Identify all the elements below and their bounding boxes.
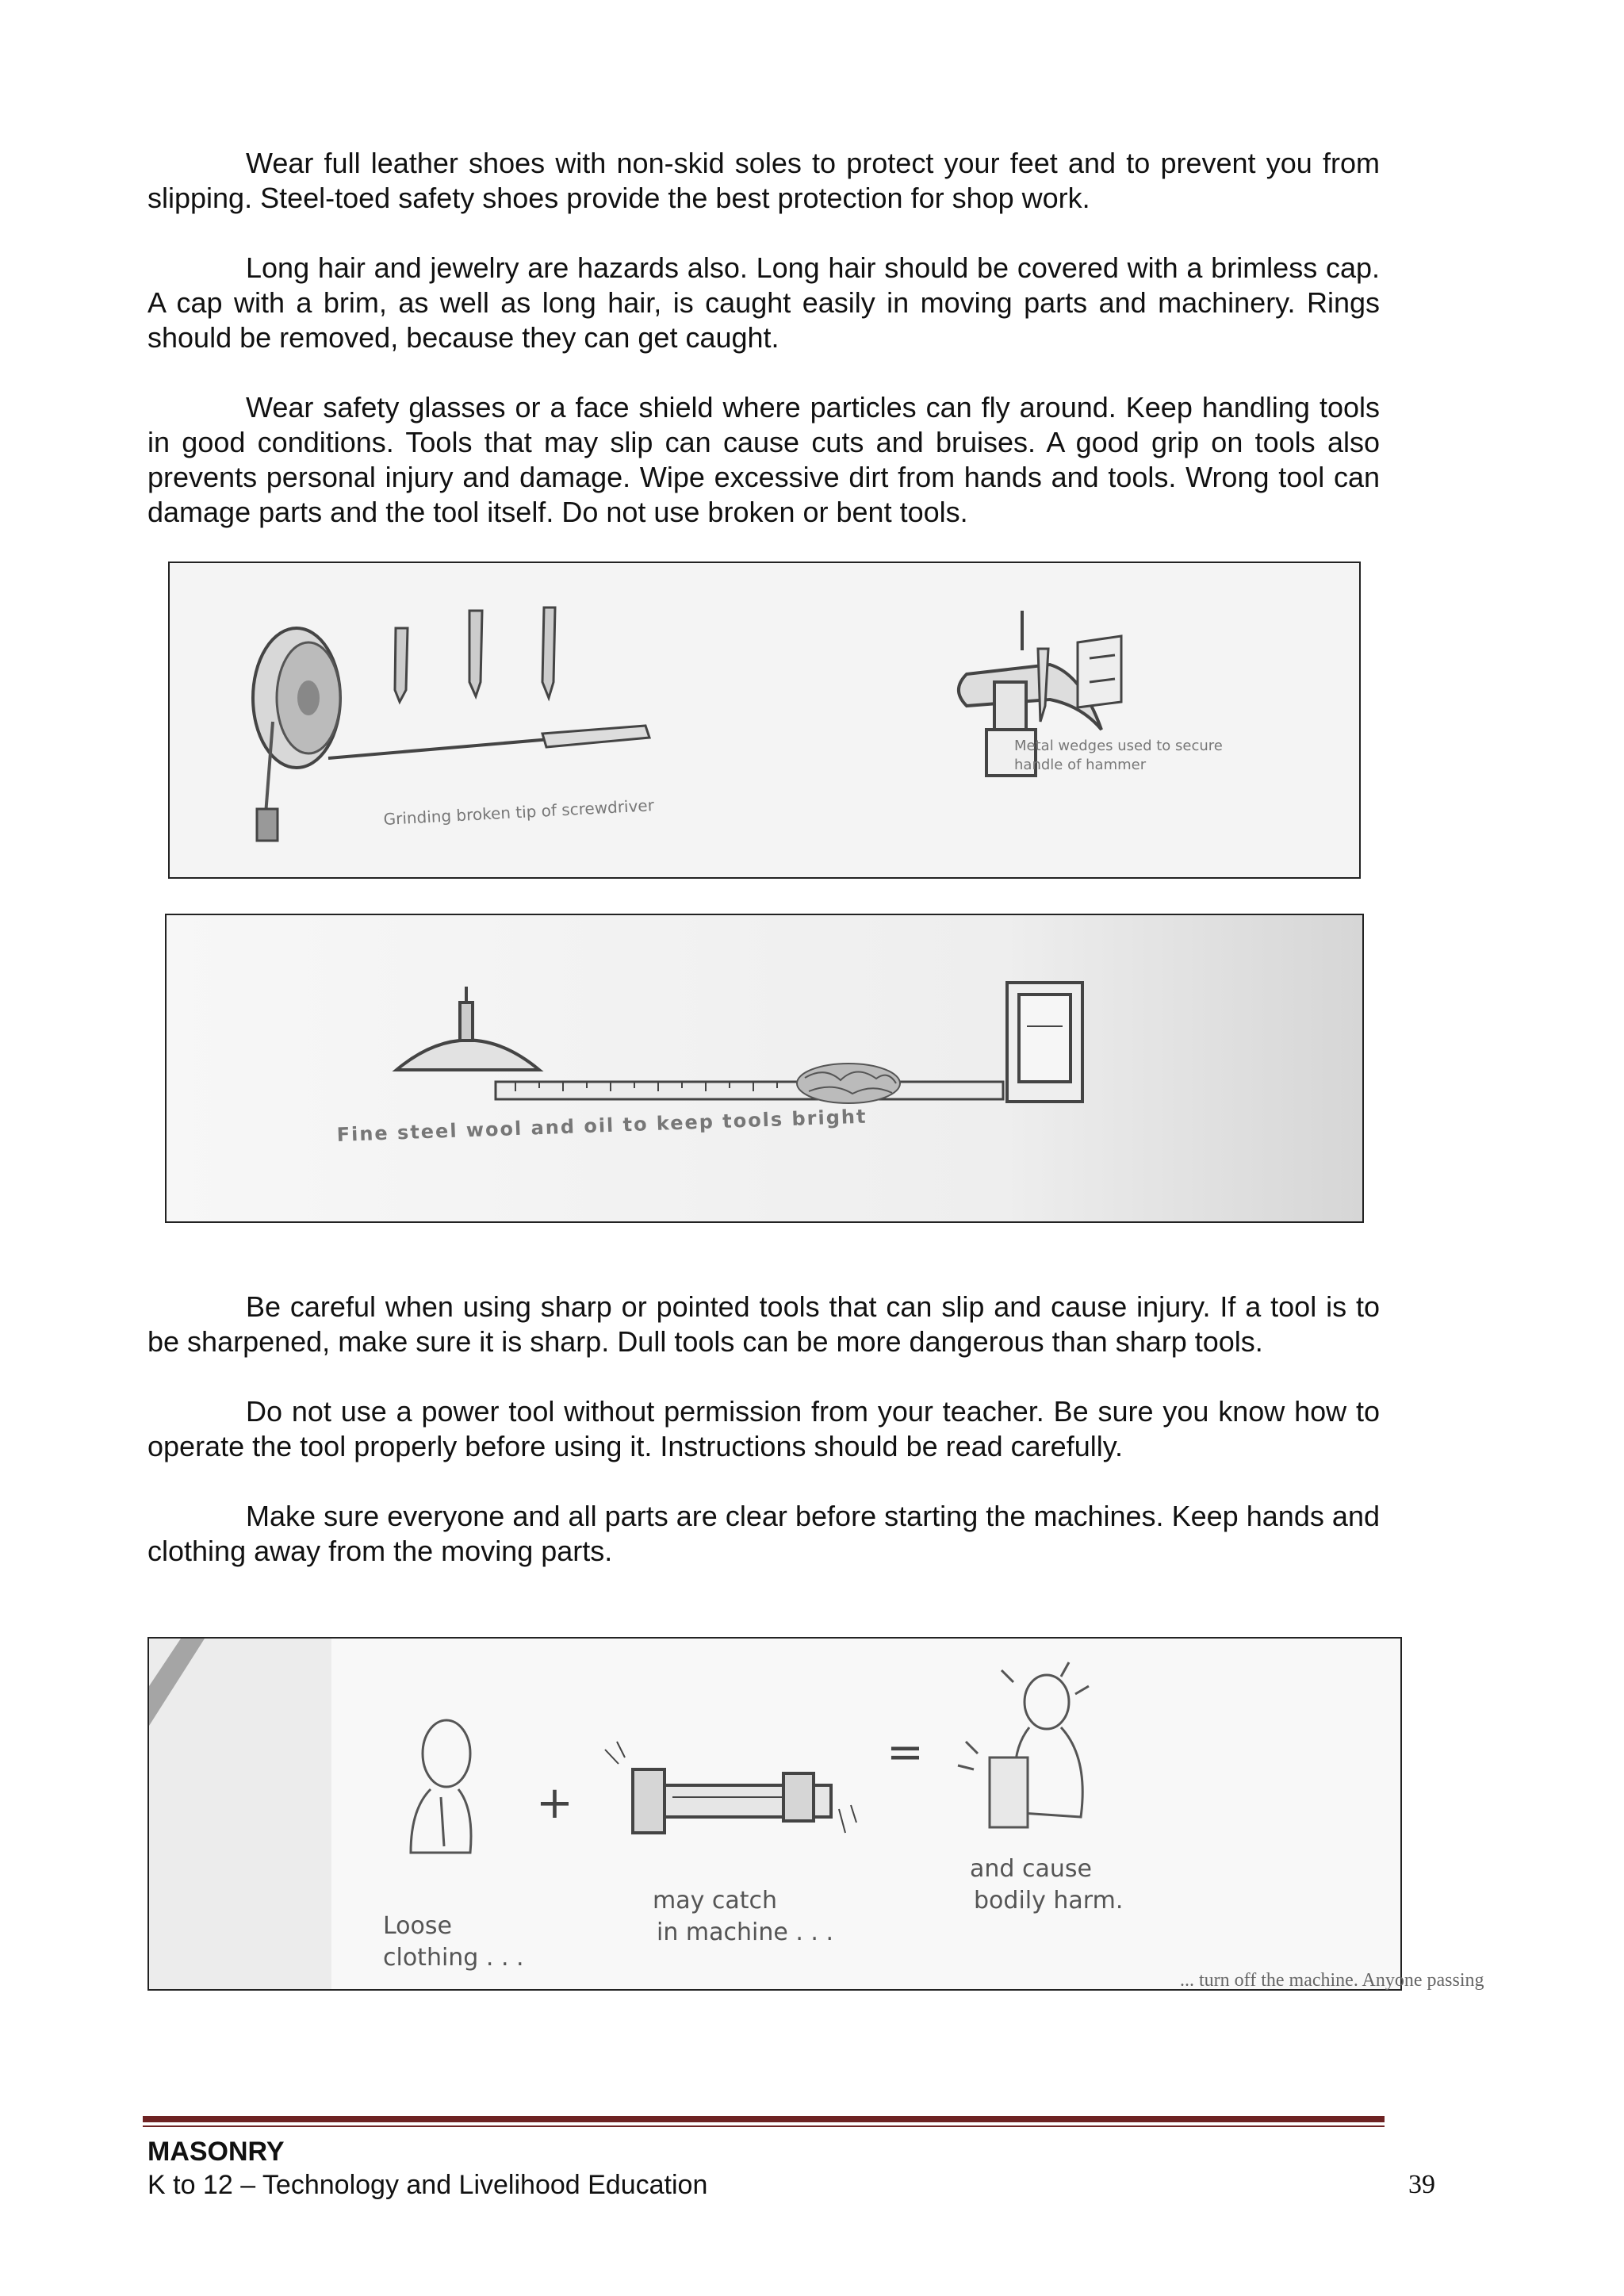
steel-wool-illustration xyxy=(167,915,1362,1221)
plus-sign: + xyxy=(536,1777,573,1829)
label-catch-line2: in machine . . . xyxy=(657,1918,834,1946)
page-number: 39 xyxy=(1408,2170,1435,2199)
caption-grinding: Grinding broken tip of screwdriver xyxy=(383,795,655,829)
figure-tool-maintenance xyxy=(168,562,1361,879)
caption-wedges-line2: handle of hammer xyxy=(1014,757,1147,773)
loose-clothing-illustration xyxy=(149,1639,1484,1991)
try-square-icon xyxy=(1007,983,1082,1102)
equals-sign: = xyxy=(887,1727,924,1778)
footer-subtitle: K to 12 – Technology and Livelihood Education xyxy=(147,2170,708,2200)
paragraph-hair-jewelry: Long hair and jewelry are hazards also. Long hair should be covered with a brimless cap. A cap with a brim, as well as long hair, is caught easily in moving parts and machinery. Rings should be removed, because they can get caught. xyxy=(147,251,1380,354)
label-catch-line1: may catch xyxy=(653,1887,778,1915)
paragraph-safety-glasses: Wear safety glasses or a face shield where particles can fly around. Keep handling tools in good conditions. Tools that may slip can cause cuts and bruises. A good grip on tools also prevents personal injury and damage. Wipe excessive dirt from hands and tools. Wrong tool can damage parts and the tool itself. Do not use broken or bent tools. xyxy=(147,391,1380,528)
label-loose-line2: clothing . . . xyxy=(383,1944,524,1972)
caption-wedges-line1: Metal wedges used to secure xyxy=(1014,738,1223,754)
caption-steel-wool: Fine steel wool and oil to keep tools bright xyxy=(336,1105,868,1146)
footer-rule xyxy=(143,2116,1385,2122)
bottom-text-fragment: ... turn off the machine. Anyone passing xyxy=(1180,1970,1484,1991)
ruler-icon xyxy=(496,1082,1003,1099)
footer-rule-thin xyxy=(143,2125,1385,2127)
steel-wool-icon xyxy=(797,1064,900,1103)
paragraph-safety-shoes: Wear full leather shoes with non-skid soles to protect your feet and to prevent you from slipping. Steel-toed safety shoes provide the best protection for shop work. xyxy=(147,147,1380,214)
paragraph-power-tool: Do not use a power tool without permission from your teacher. Be sure you know how to operate the tool properly before using it. Instructions should be read carefully. xyxy=(147,1395,1380,1462)
label-harm-line2: bodily harm. xyxy=(974,1887,1124,1915)
tool-maintenance-illustration xyxy=(170,563,1359,877)
paragraph-clear-machines: Make sure everyone and all parts are clear before starting the machines. Keep hands and clothing away from the moving parts. xyxy=(147,1500,1380,1567)
figure-loose-clothing xyxy=(147,1637,1484,1991)
footer-title: MASONRY xyxy=(147,2137,285,2167)
paragraph-sharp-tools: Be careful when using sharp or pointed tools that can slip and cause injury. If a tool is to be sharpened, make sure it is sharp. Dull tools can be more dangerous than sharp tools. xyxy=(147,1290,1380,1358)
figure-steel-wool xyxy=(165,914,1364,1223)
label-harm-line1: and cause xyxy=(970,1855,1092,1883)
label-loose-line1: Loose xyxy=(383,1912,452,1940)
